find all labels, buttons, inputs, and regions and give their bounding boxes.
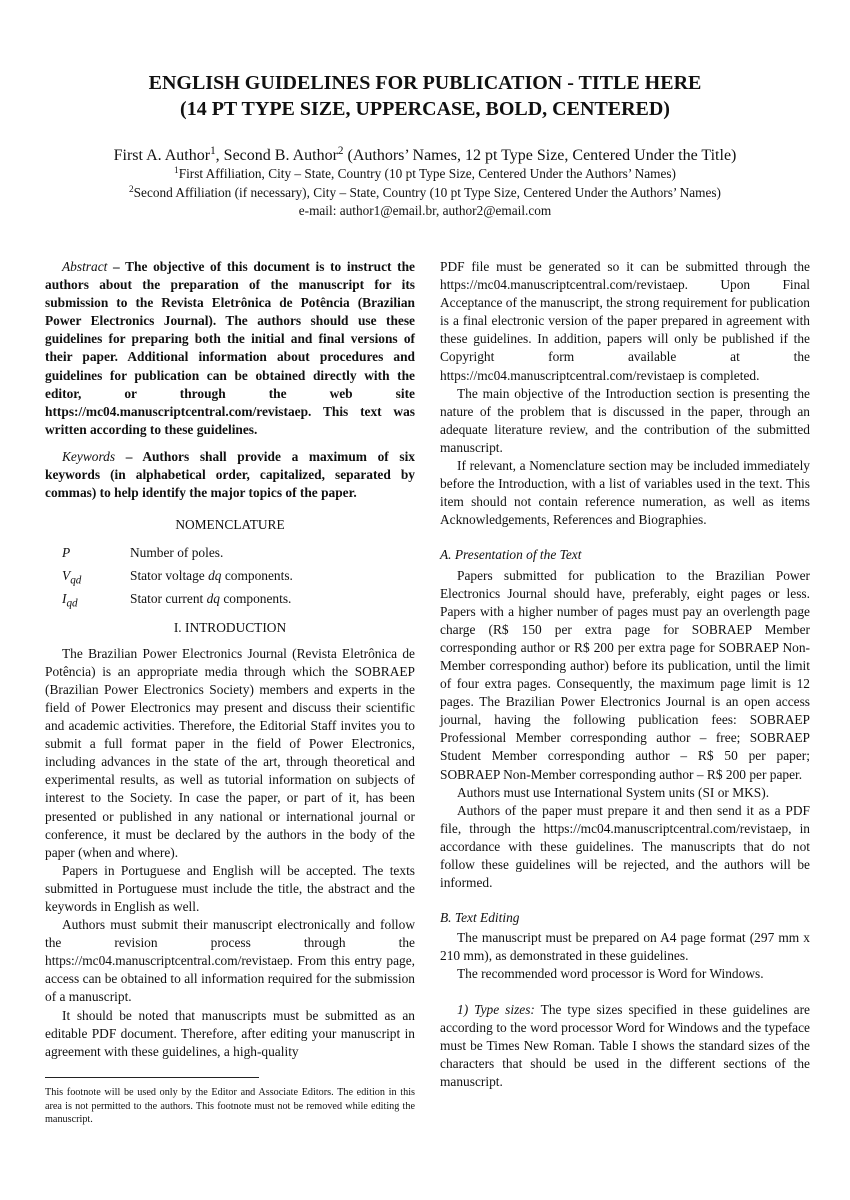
affiliation-1 xyxy=(40,165,810,183)
author-1-sup: 1 xyxy=(210,144,216,157)
author-2-sup: 2 xyxy=(337,144,344,157)
authors-note: (Authors’ Names, 12 pt Type Size, Centered Under the Title) xyxy=(343,147,737,164)
intro-paragraph: PDF file must be generated so it can be submitted through the https://mc04.manuscriptcentral.com/revistaep. Upon Final Acceptance of the manuscript, the strong requirement for publication is a final electronic version of the paper prepared in agreement with these guidelines. In addition, papers will only be published if the Copyright form available at the https://mc04.manuscriptcentral.com/revistaep is completed. xyxy=(440,259,810,383)
nomen-symbol: P xyxy=(62,545,71,561)
left-column xyxy=(45,258,415,1061)
keywords xyxy=(45,448,415,502)
author-line xyxy=(40,146,810,166)
intro-paragraph: If relevant, a Nomenclature section may be included immediately before the Introduction, with a list of variables used in the text. This item should not contain reference numeration, as well as items Acknowledgements, References and Biographies. xyxy=(440,458,810,528)
section-b-paragraph: 1) Type sizes: The type sizes specified in these guidelines are according to the word processor Word for Windows and the typeface must be Times New Roman. Table I shows the standard sizes of the characters that should be used in the different sections of the manuscript. xyxy=(440,1001,810,1089)
footnote: This footnote will be used only by the Editor and Associate Editors. The edition in this area is not permitted to the authors. This footnote must not be removed while editing the manuscript. xyxy=(45,1087,415,1126)
nomen-symbol: $V_{qd}$ xyxy=(62,568,82,587)
affil-2-sup: 2 xyxy=(129,184,134,195)
keywords-label: Keywords xyxy=(62,448,116,464)
section-b-paragraph: The recommended word processor is Word for Windows. xyxy=(457,966,764,982)
affil-1-text: First Affiliation, City – State, Country (10 pt Type Size, Centered Under the Authors’ Names) xyxy=(178,166,676,181)
nomen-desc: Number of poles. xyxy=(130,545,224,561)
section-b-paragraph: The manuscript must be prepared on A4 page format (297 mm x 210 mm), as demonstrated in these guidelines. xyxy=(440,930,810,964)
keywords-text: – Authors shall provide a maximum of six keywords (in alphabetical order, capitalized, separated by commas) to help identify the major topics of the paper. xyxy=(45,448,415,501)
affil-2-text: Second Affiliation (if necessary), City – State, Country (10 pt Type Size, Centered Under the Authors’ Names) xyxy=(133,185,721,200)
nomen-desc: Stator current dq components. xyxy=(130,590,292,606)
abstract-text: – The objective of this document is to instruct the authors about the preparation of the manuscript for its submission to the Revista Eletrônica de Potência (Brazilian Power Electronics Journal). The authors should use these guidelines for preparing both the initial and final versions of their paper. Additional information about procedures and guidelines for publication can be obtained directly with the editor, or through the web site https://mc04.manuscriptcentral.com/revistaep. This text was written according to these guidelines. xyxy=(45,259,415,437)
section-a-paragraph: Authors of the paper must prepare it and then send it as a PDF file, through the https://mc04.manuscriptcentral.com/revistaep, in accordance with these guidelines. The manuscripts that do not follow these guidelines will be rejected, and the authors will be informed. xyxy=(440,802,810,891)
abstract-label: Abstract xyxy=(62,259,108,274)
section-b-heading: B. Text Editing xyxy=(440,910,520,926)
footnote-rule xyxy=(45,1077,259,1078)
nomen-desc: Stator voltage dq components. xyxy=(130,568,293,584)
nomen-symbol: $I_{qd}$ xyxy=(62,590,78,610)
section-a-paragraph: Authors must use International System units (SI or MKS). xyxy=(457,784,770,800)
intro-paragraph: The main objective of the Introduction section is presenting the nature of the problem that is discussed in the paper, through an adequate literature review, and the contribution of the submitted manuscript. xyxy=(440,385,810,455)
author-2: , Second B. Author xyxy=(215,147,338,164)
affiliation-2 xyxy=(40,184,810,202)
right-column xyxy=(440,258,810,1091)
intro-paragraph: Authors must submit their manuscript electronically and follow the revision process through the https://mc04.manuscriptcentral.com/revistaep. From this entry page, access can be obtained to all information required for the submission of a manuscript. xyxy=(45,917,415,1005)
title-line-2: (14 PT TYPE SIZE, UPPERCASE, BOLD, CENTERED) xyxy=(180,98,670,120)
intro-paragraph: The Brazilian Power Electronics Journal (Revista Eletrônica de Potência) is an appropriate media through which the SOBRAEP (Brazilian Power Electronics Society) members and experts in the field of Power Electronics may present and discuss their scientific and academic activities. Therefore, the Editorial Staff invites you to submit a full format paper in the field of Power Electronics, including advances in the state of the art, through theoretical and experimental results, as well as tutorial information on subjects of interest to the Society. In case the paper, or part of it, has been presented or published in any national or international journal or conference, it must be declared by the authors in the body of the paper (when and where). xyxy=(45,645,415,860)
nomenclature-heading: NOMENCLATURE xyxy=(175,517,285,533)
abstract xyxy=(45,258,415,439)
title-line-1: ENGLISH GUIDELINES FOR PUBLICATION - TITLE HERE xyxy=(148,72,702,94)
affil-1-sup: 1 xyxy=(174,165,179,176)
author-1: First A. Author xyxy=(113,147,211,164)
section-a-heading: A. Presentation of the Text xyxy=(440,547,582,563)
nomenclature-list xyxy=(62,544,415,612)
introduction-heading: I. INTRODUCTION xyxy=(173,619,287,635)
intro-paragraph: Papers in Portuguese and English will be accepted. The texts submitted in Portuguese must include the title, the abstract and the keywords in English as well. xyxy=(45,862,415,915)
intro-paragraph: It should be noted that manuscripts must be submitted as an editable PDF document. Therefore, after editing your manuscript in agreement with these guidelines, a high-quality xyxy=(45,1007,415,1059)
type-sizes-label: 1) Type sizes: xyxy=(457,1001,535,1017)
section-a-paragraph: Papers submitted for publication to the Brazilian Power Electronics Journal should have, preferably, eight pages or less. Papers with a higher number of pages must pay an overlength page charge (R$ 150 per extra page for SOBRAEP Member corresponding author or R$ 200 per extra page for SOBRAEP Non-Member corresponding author) before its publication, until the limit of four extra pages. Consequently, the maximum page limit is 12 pages. The Brazilian Power Electronics Journal is an open access journal, having the following publication fees: SOBRAEP Professional Member corresponding author – free; SOBRAEP Student Member corresponding author – R$ 50 per paper; SOBRAEP Non-Member corresponding author – R$ 200 per paper. xyxy=(440,567,810,782)
paper-title xyxy=(40,70,810,122)
email-line: e-mail: author1@email.br, author2@email.com xyxy=(298,203,552,218)
